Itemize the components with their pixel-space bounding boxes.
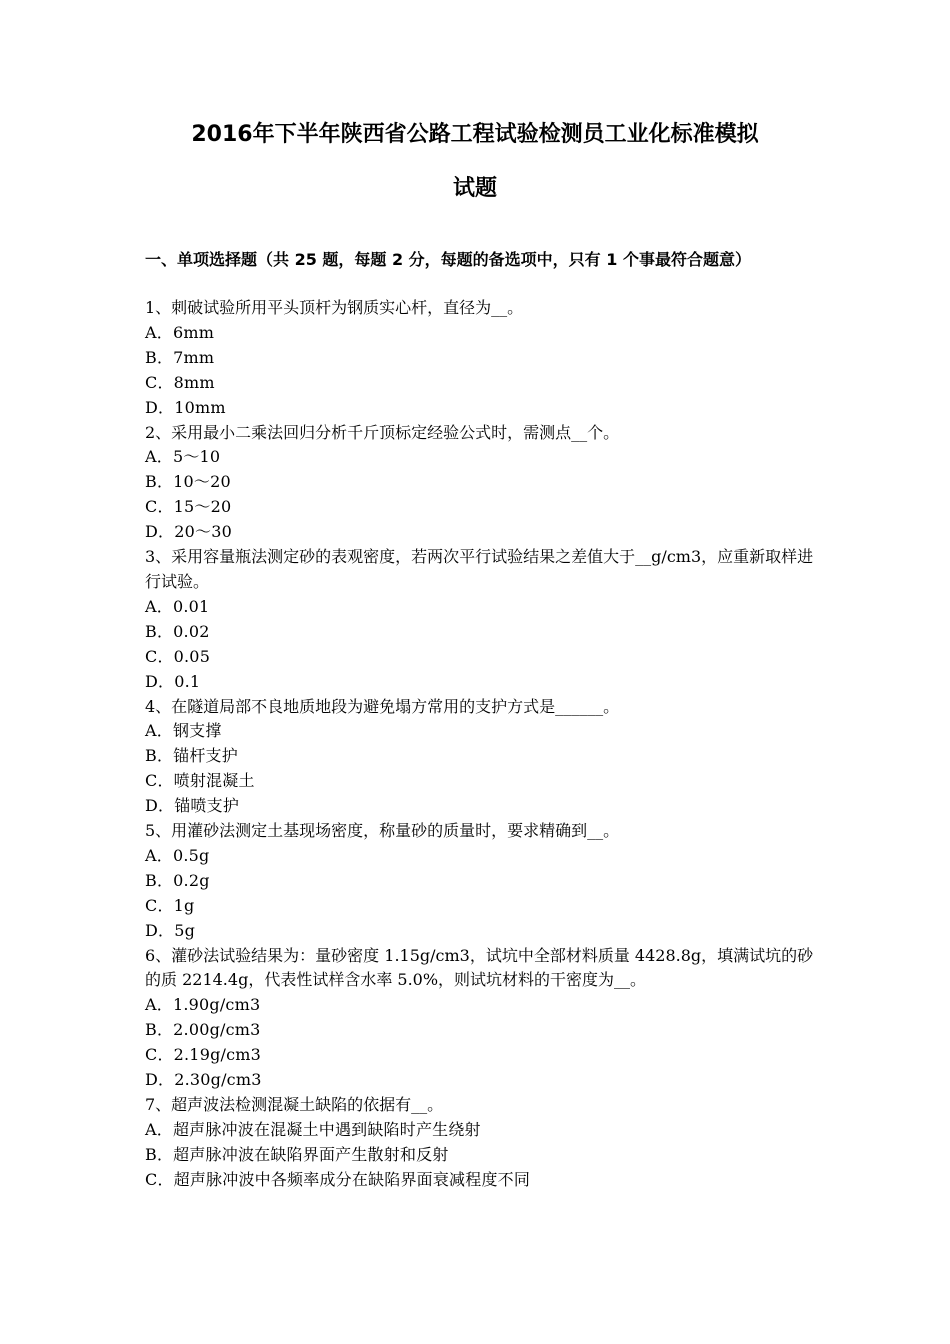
question-2: [145, 421, 815, 546]
option-b: B．10～20: [145, 472, 231, 492]
document-title-line-1: 2016年下半年陕西省公路工程试验检测员工业化标准模拟: [191, 122, 759, 147]
question-stem: 2、采用最小二乘法回归分析千斤顶标定经验公式时，需测点__个。: [145, 422, 620, 442]
question-list: [145, 296, 815, 1193]
option-a: A．6mm: [145, 322, 215, 342]
option-d: D．2.30g/cm3: [145, 1070, 262, 1090]
question-7: [145, 1093, 815, 1193]
question-5: [145, 819, 815, 944]
question-stem: 3、采用容量瓶法测定砂的表观密度，若两次平行试验结果之差值大于__g/cm3，应重新取样进行试验。: [145, 547, 814, 591]
option-a: A．5～10: [145, 447, 221, 467]
option-b: B．锚杆支护: [145, 746, 238, 766]
option-c: C．2.19g/cm3: [145, 1045, 262, 1065]
question-stem: 6、灌砂法试验结果为：量砂密度 1.15g/cm3，试坑中全部材料质量 4428.8g，填满试坑的砂的质 2214.4g，代表性试样含水率 5.0%，则试坑材料的干密度为__。: [145, 945, 814, 990]
question-4: [145, 695, 815, 820]
option-b: B．7mm: [145, 347, 215, 367]
question-stem: 1、刺破试验所用平头顶杆为钢质实心杆，直径为__。: [145, 298, 524, 317]
option-c: C．15～20: [145, 497, 232, 517]
option-d: D．10mm: [145, 397, 226, 417]
option-d: D．20～30: [145, 522, 232, 542]
question-stem: 4、在隧道局部不良地质地段为避免塌方常用的支护方式是______。: [145, 696, 620, 716]
option-a: A．钢支撑: [145, 721, 222, 741]
option-b: B．0.02: [145, 621, 210, 641]
question-stem: 7、超声波法检测混凝土缺陷的依据有__。: [145, 1095, 444, 1114]
question-1: [145, 296, 815, 421]
option-a: A．0.5g: [145, 845, 210, 865]
option-b: B．超声脉冲波在缺陷界面产生散射和反射: [145, 1144, 449, 1164]
question-6: [145, 944, 815, 1093]
option-c: C．8mm: [145, 372, 215, 392]
option-d: D．锚喷支护: [145, 796, 240, 816]
question-3: [145, 545, 815, 694]
section-heading: 一、单项选择题（共 25 题，每题 2 分，每题的备选项中，只有 1 个事最符合题意）: [145, 250, 751, 269]
option-c: C．1g: [145, 895, 195, 915]
option-d: D．0.1: [145, 671, 201, 691]
option-c: C．超声脉冲波中各频率成分在缺陷界面衰减程度不同: [145, 1169, 531, 1189]
option-a: A．超声脉冲波在混凝土中遇到缺陷时产生绕射: [145, 1119, 481, 1139]
option-c: C．0.05: [145, 646, 211, 666]
option-a: A．1.90g/cm3: [145, 995, 261, 1015]
document-title-line-2: 试题: [452, 176, 497, 201]
question-stem: 5、用灌砂法测定土基现场密度，称量砂的质量时，要求精确到__。: [145, 821, 620, 841]
option-b: B．2.00g/cm3: [145, 1020, 261, 1040]
option-a: A．0.01: [145, 596, 210, 616]
option-d: D．5g: [145, 920, 196, 940]
option-c: C．喷射混凝土: [145, 771, 255, 791]
option-b: B．0.2g: [145, 870, 210, 890]
